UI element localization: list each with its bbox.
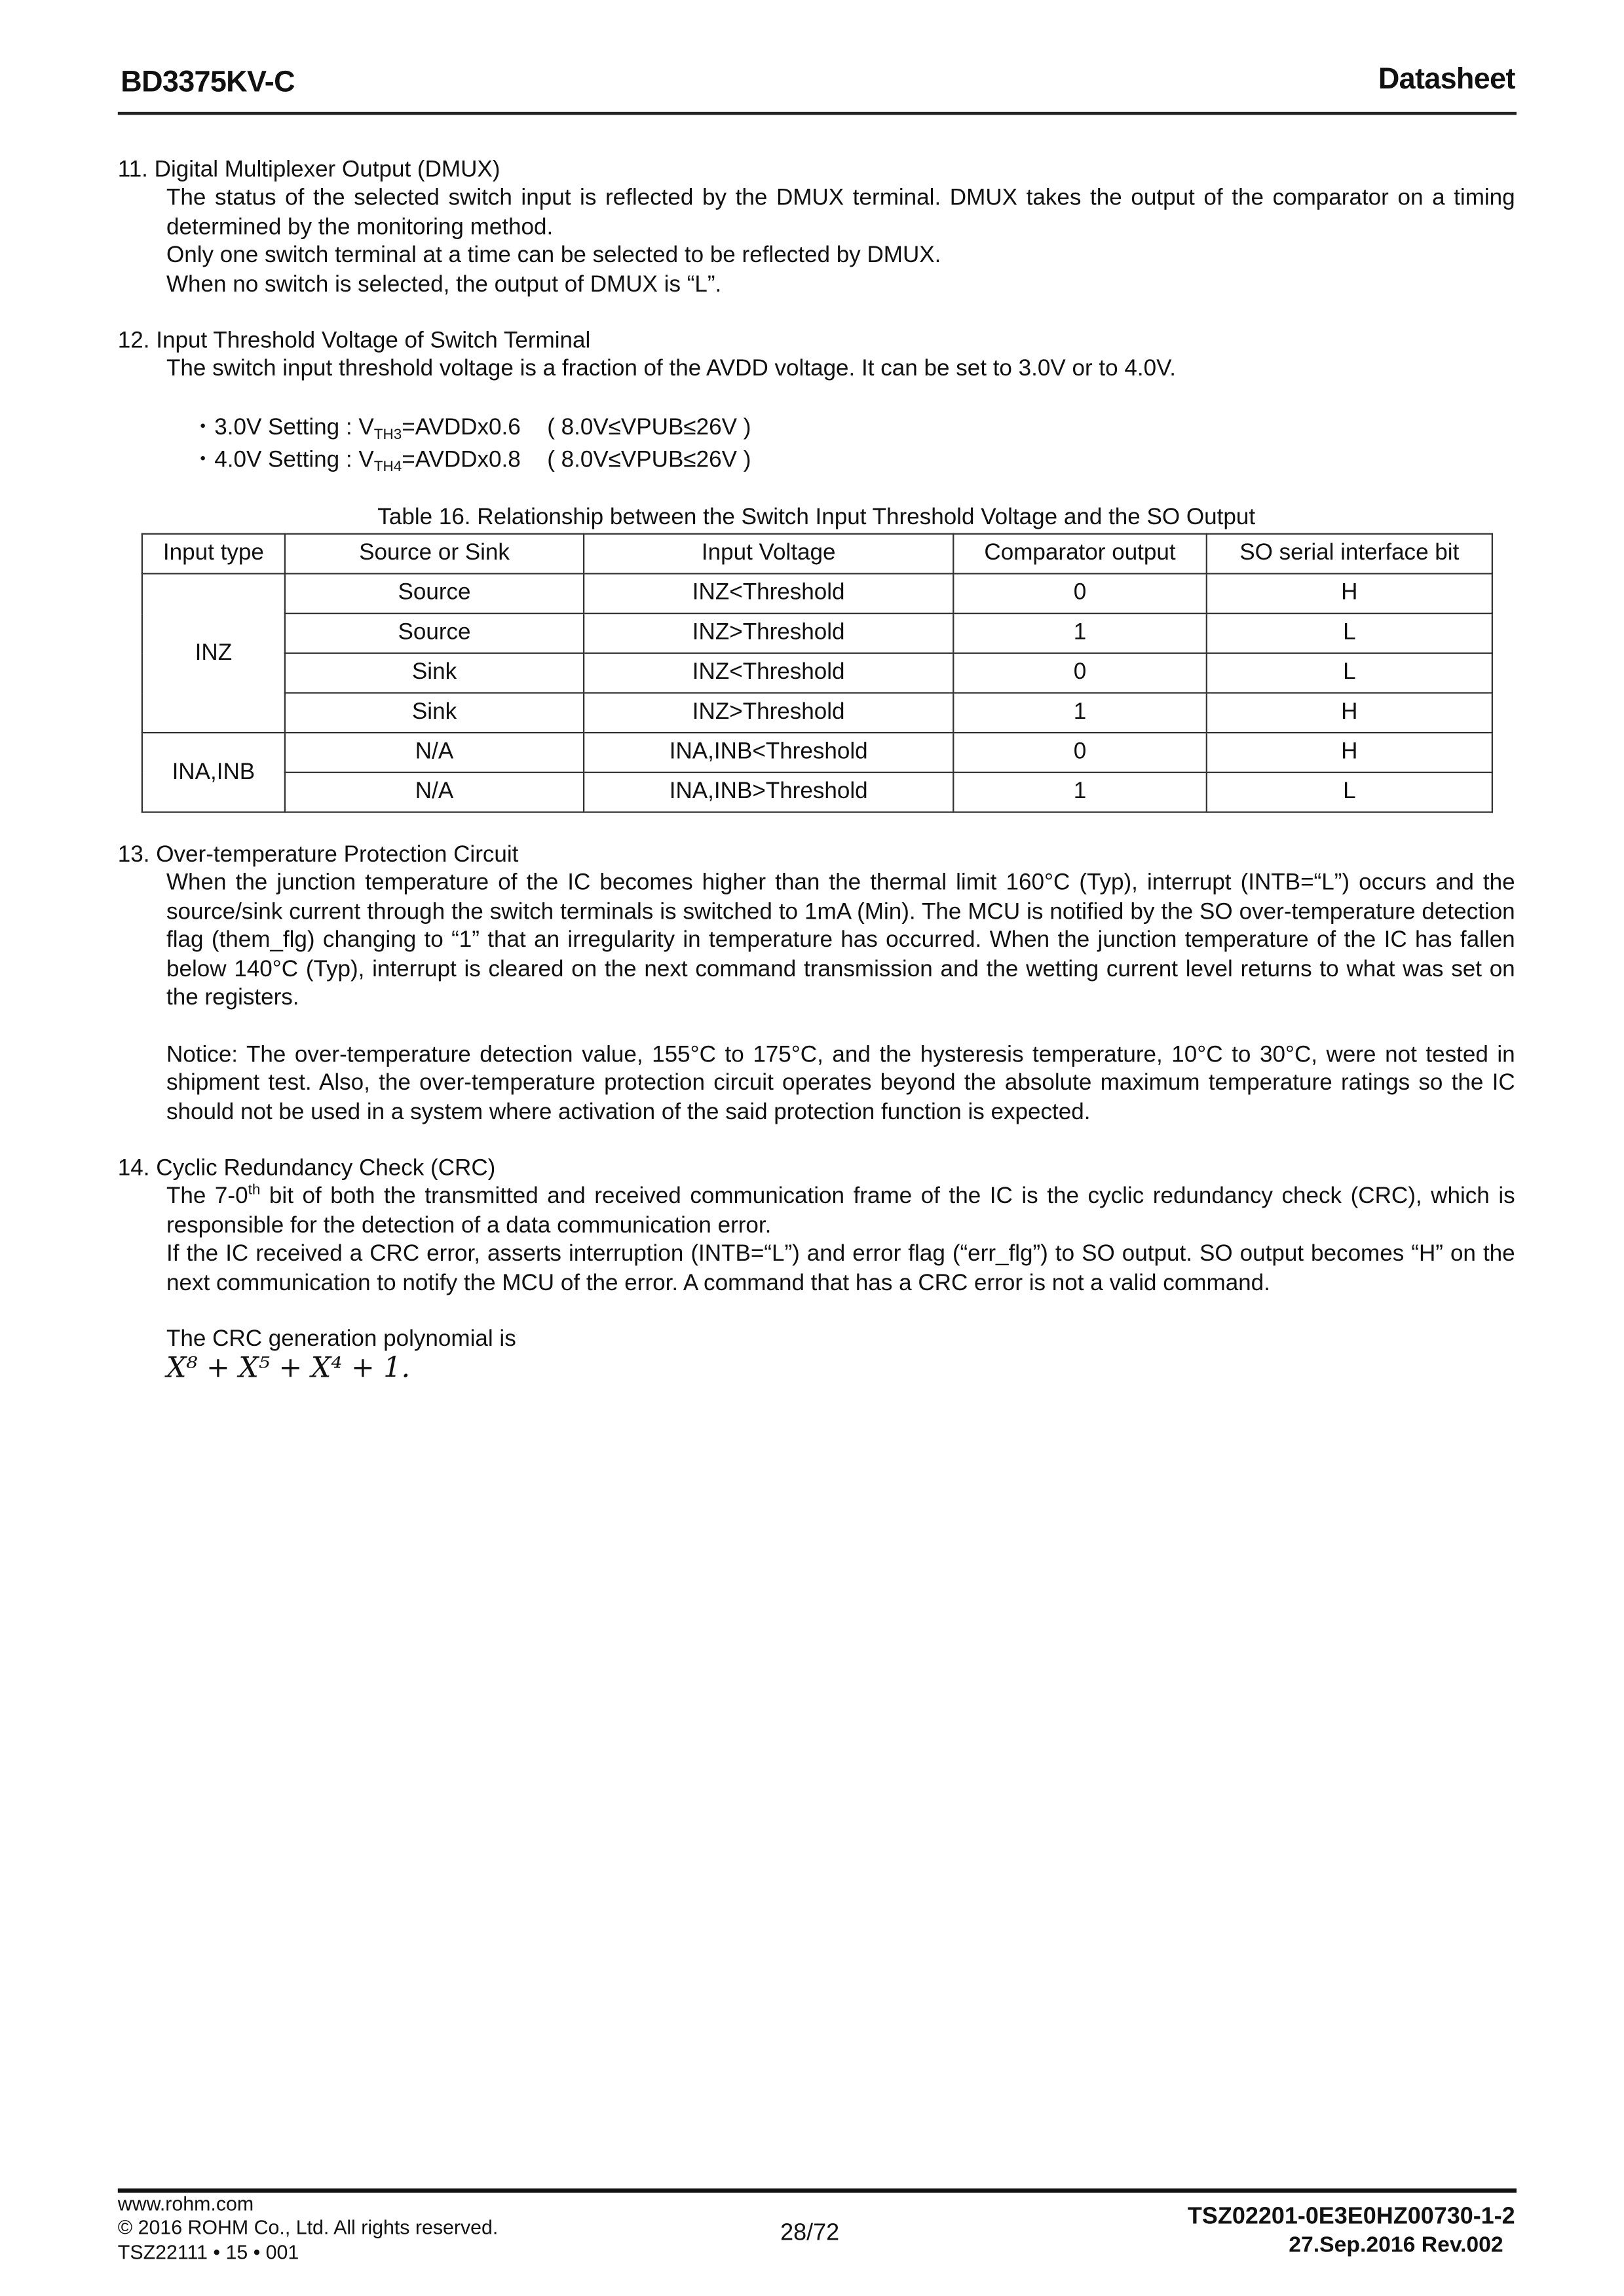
notice-paragraph: Notice: The over-temperature detection value, 155°C to 175°C, and the hysteresis temperature, 10°C to 30°C, were not tested in shipment test. Also, the over-temperature protection circuit operates beyond the absolute maximum temperature ratings so the IC should not be used in a system where activation of the said protection function is expected. bbox=[166, 1042, 1515, 1125]
table-cell: Sink bbox=[285, 653, 584, 693]
table-row bbox=[142, 573, 1492, 613]
section-14 bbox=[118, 1155, 1515, 1383]
footer-code: TSZ22111 • 15 • 001 bbox=[117, 2241, 299, 2264]
paragraph: The switch input threshold voltage is a fraction of the AVDD voltage. It can be set to 3.0V or to 4.0V. bbox=[166, 356, 1176, 383]
table-cell: 1 bbox=[953, 613, 1207, 653]
col-header: Source or Sink bbox=[285, 534, 584, 574]
crc-polynomial: X⁸ + X⁵ + X⁴ + 1. bbox=[166, 1351, 411, 1385]
section-title: 12. Input Threshold Voltage of Switch Terminal bbox=[117, 328, 591, 354]
section-title: 13. Over-temperature Protection Circuit bbox=[117, 842, 519, 868]
table-cell: 1 bbox=[953, 773, 1207, 813]
table-cell: Sink bbox=[285, 693, 584, 733]
table-row bbox=[142, 613, 1492, 653]
table-row bbox=[142, 733, 1492, 773]
table-cell: H bbox=[1207, 573, 1492, 613]
footer-url: www.rohm.com bbox=[117, 2192, 254, 2215]
table-row bbox=[142, 693, 1492, 733]
paragraph: If the IC received a CRC error, asserts interruption (INTB=“L”) and error flag (“err_flg”) to SO output. SO output becomes “H” on the next communication to notify the MCU of the error. A command that has a CRC error is not a valid command. bbox=[166, 1242, 1515, 1295]
col-header: Input type bbox=[142, 534, 285, 574]
table-cell: INZ<Threshold bbox=[584, 573, 953, 613]
table-cell: H bbox=[1207, 693, 1492, 733]
section-11 bbox=[118, 156, 1515, 299]
paragraph: The CRC generation polynomial is bbox=[166, 1327, 516, 1353]
table-cell: INA,INB>Threshold bbox=[584, 773, 953, 813]
threshold-table bbox=[142, 533, 1493, 813]
section-title: 11. Digital Multiplexer Output (DMUX) bbox=[117, 157, 500, 183]
table-cell: INA,INB<Threshold bbox=[584, 733, 953, 773]
table-cell: N/A bbox=[285, 773, 584, 813]
part-number: BD3375KV-C bbox=[121, 66, 295, 99]
table-row bbox=[142, 653, 1492, 693]
table-cell: 0 bbox=[953, 653, 1207, 693]
section-13 bbox=[118, 841, 1515, 1126]
table-cell: L bbox=[1207, 773, 1492, 813]
table-cell: INZ>Threshold bbox=[584, 613, 953, 653]
footer-copyright: © 2016 ROHM Co., Ltd. All rights reserved. bbox=[117, 2216, 499, 2239]
input-type-cell: INA,INB bbox=[142, 733, 285, 812]
input-type-cell: INZ bbox=[142, 573, 285, 733]
bullet-4v: ・4.0V Setting : $V_{TH4}=AVDDx0.8$ ( 8.0V≤VPUB≤26V ) bbox=[191, 448, 751, 476]
table-cell: Source bbox=[285, 613, 584, 653]
table-row bbox=[142, 773, 1492, 813]
section-12 bbox=[118, 327, 1515, 384]
table-cell: L bbox=[1207, 613, 1492, 653]
header-rule bbox=[118, 112, 1517, 115]
footer-rule bbox=[118, 2189, 1517, 2193]
page-number: 28/72 bbox=[780, 2221, 840, 2246]
paragraph: When no switch is selected, the output of DMUX is “L”. bbox=[166, 271, 722, 297]
table-cell: INZ<Threshold bbox=[584, 653, 953, 693]
table-cell: H bbox=[1207, 733, 1492, 773]
table-header-row bbox=[142, 534, 1492, 574]
paragraph: The status of the selected switch input is reflected by the DMUX terminal. DMUX takes the output of the comparator on a timing determined by the monitoring method. bbox=[166, 186, 1515, 240]
table-cell: Source bbox=[285, 573, 584, 613]
doc-number: TSZ02201-0E3E0HZ00730-1-2 bbox=[1187, 2204, 1515, 2230]
col-header: Input Voltage bbox=[584, 534, 953, 574]
bullet-3v: ・3.0V Setting : $V_{TH3}=AVDDx0.6$ ( 8.0V≤VPUB≤26V ) bbox=[191, 415, 751, 444]
date-revision: 27.Sep.2016 Rev.002 bbox=[1289, 2232, 1503, 2258]
table-cell: 0 bbox=[953, 573, 1207, 613]
table-cell: 0 bbox=[953, 733, 1207, 773]
paragraph: The 7-0th bit of both the transmitted and received communication frame of the IC is the cyclic redundancy check (CRC), which is responsible for the detection of a data communication error. bbox=[166, 1183, 1515, 1238]
table-cell: L bbox=[1207, 653, 1492, 693]
table-cell: N/A bbox=[285, 733, 584, 773]
section-title: 14. Cyclic Redundancy Check (CRC) bbox=[117, 1156, 496, 1181]
col-header: Comparator output bbox=[953, 534, 1207, 574]
table-caption: Table 16. Relationship between the Switch Input Threshold Voltage and the SO Output bbox=[377, 505, 1256, 531]
doc-type: Datasheet bbox=[1378, 63, 1515, 96]
paragraph: Only one switch terminal at a time can be selected to be reflected by DMUX. bbox=[166, 243, 941, 269]
table-cell: INZ>Threshold bbox=[584, 693, 953, 733]
paragraph: When the junction temperature of the IC becomes higher than the thermal limit 160°C (Typ), interrupt (INTB=“L”) occurs and the source/sink current through the switch terminals is switched to 1mA (Min). The MCU is notified by the SO over-temperature detection flag (them_flg) changing to “1” that an irregularity in temperature has occurred. When the junction temperature of the IC has fallen below 140°C (Typ), interrupt is cleared on the next command transmission and the wetting current level returns to what was set on the registers. bbox=[166, 871, 1515, 1010]
table-cell: 1 bbox=[953, 693, 1207, 733]
col-header: SO serial interface bit bbox=[1207, 534, 1492, 574]
